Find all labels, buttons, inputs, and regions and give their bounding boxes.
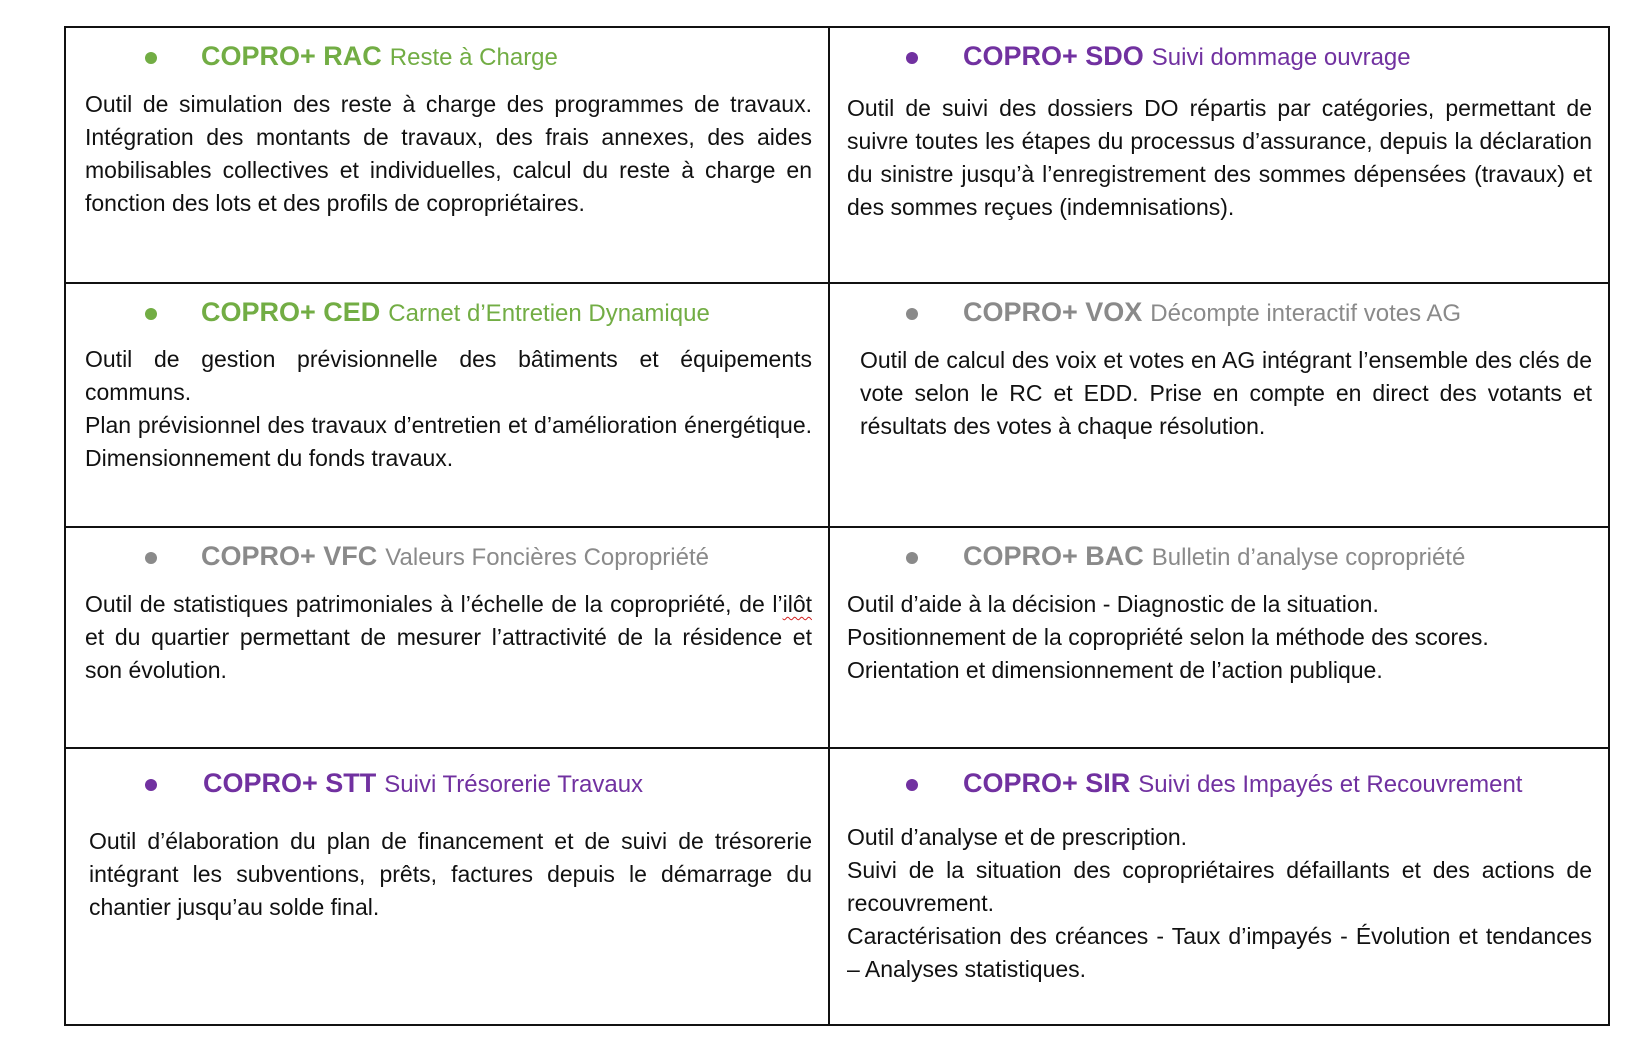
description-line: Outil d’aide à la décision - Diagnostic de la situation. <box>847 591 1379 617</box>
card-description <box>85 588 812 687</box>
bullet-icon <box>145 308 157 320</box>
card-sir <box>830 749 1608 1024</box>
bullet-icon <box>145 779 157 791</box>
description-text: Outil de statistiques patrimoniales à l’échelle de la copropriété, de l’ <box>85 591 783 617</box>
product-code: COPRO+ RAC <box>201 41 382 71</box>
card-title <box>203 765 643 803</box>
card-heading <box>830 538 1608 574</box>
bullet-icon <box>145 552 157 564</box>
card-description <box>847 588 1592 687</box>
product-subtitle: Suivi dommage ouvrage <box>1151 44 1411 71</box>
card-description <box>89 825 812 924</box>
description-line: Orientation et dimensionnement de l’action publique. <box>847 657 1383 683</box>
card-title <box>201 538 709 576</box>
description-line: Positionnement de la copropriété selon la méthode des scores. <box>847 624 1489 650</box>
description-line: Outil de simulation des reste à charge des programmes de travaux. Intégration des montants de travaux, des frais annexes, des aides mobilisables collectives et individuelles, calcul du reste à charge en fonction des lots et des profils de copropriétaires. <box>85 91 812 216</box>
card-rac <box>66 28 830 284</box>
card-heading <box>830 38 1608 74</box>
card-vox <box>830 284 1608 528</box>
product-table <box>64 26 1610 1026</box>
description-line: Outil de gestion prévisionnelle des bâtiments et équipements communs. <box>85 346 812 405</box>
card-heading <box>66 294 828 330</box>
product-code: COPRO+ VOX <box>963 297 1143 327</box>
card-heading <box>830 765 1608 801</box>
card-title <box>963 538 1465 576</box>
card-ced <box>66 284 830 528</box>
description-text: et du quartier permettant de mesurer l’attractivité de la résidence et son évolution. <box>85 624 812 683</box>
product-subtitle: Suivi Trésorerie Travaux <box>384 771 644 798</box>
card-description <box>85 343 812 475</box>
description-line: Plan prévisionnel des travaux d’entretien et d’amélioration énergétique. Dimensionnement du fonds travaux. <box>85 412 812 471</box>
card-description <box>847 821 1592 986</box>
product-subtitle: Bulletin d’analyse copropriété <box>1151 544 1466 571</box>
bullet-icon <box>906 52 918 64</box>
product-code: COPRO+ CED <box>201 297 381 327</box>
description-line: Outil de suivi des dossiers DO répartis par catégories, permettant de suivre toutes les étapes du processus d’assurance, depuis la déclaration du sinistre jusqu’à l’enregistrement des sommes dépensées (travaux) et des sommes reçues (indemnisations). <box>847 95 1592 220</box>
product-subtitle: Décompte interactif votes AG <box>1150 300 1462 327</box>
card-title <box>963 38 1411 76</box>
spellcheck-flagged-word: ilôt <box>782 591 812 617</box>
product-subtitle: Reste à Charge <box>389 44 558 71</box>
card-title <box>201 294 710 332</box>
product-subtitle: Carnet d’Entretien Dynamique <box>388 300 710 327</box>
description-line: Outil d’analyse et de prescription. <box>847 824 1188 850</box>
product-code: COPRO+ VFC <box>201 541 378 571</box>
card-title <box>963 765 1522 803</box>
bullet-icon <box>906 779 918 791</box>
bullet-icon <box>145 52 157 64</box>
card-heading <box>830 294 1608 330</box>
card-title <box>201 38 558 76</box>
card-description <box>85 88 812 220</box>
description-line <box>85 588 812 687</box>
product-code: COPRO+ STT <box>203 768 377 798</box>
card-bac <box>830 528 1608 749</box>
description-line: Caractérisation des créances - Taux d’impayés - Évolution et tendances – Analyses statistiques. <box>847 923 1592 982</box>
description-line: Outil d’élaboration du plan de financement et de suivi de trésorerie intégrant les subventions, prêts, factures depuis le démarrage du chantier jusqu’au solde final. <box>89 828 812 920</box>
description-line: Outil de calcul des voix et votes en AG intégrant l’ensemble des clés de vote selon le RC et EDD. Prise en compte en direct des votants et résultats des votes à chaque résolution. <box>860 347 1592 439</box>
card-stt <box>66 749 830 1024</box>
description-line: Suivi de la situation des copropriétaires défaillants et des actions de recouvrement. <box>847 857 1592 916</box>
bullet-icon <box>906 308 918 320</box>
card-vfc <box>66 528 830 749</box>
card-title <box>963 294 1461 332</box>
card-heading <box>66 765 828 801</box>
card-heading <box>66 538 828 574</box>
product-code: COPRO+ BAC <box>963 541 1144 571</box>
card-description <box>860 344 1592 443</box>
product-code: COPRO+ SDO <box>963 41 1144 71</box>
bullet-icon <box>906 552 918 564</box>
product-code: COPRO+ SIR <box>963 768 1131 798</box>
product-subtitle: Suivi des Impayés et Recouvrement <box>1138 771 1523 798</box>
product-subtitle: Valeurs Foncières Copropriété <box>385 544 709 571</box>
card-heading <box>66 38 828 74</box>
card-sdo <box>830 28 1608 284</box>
card-description <box>847 92 1592 224</box>
